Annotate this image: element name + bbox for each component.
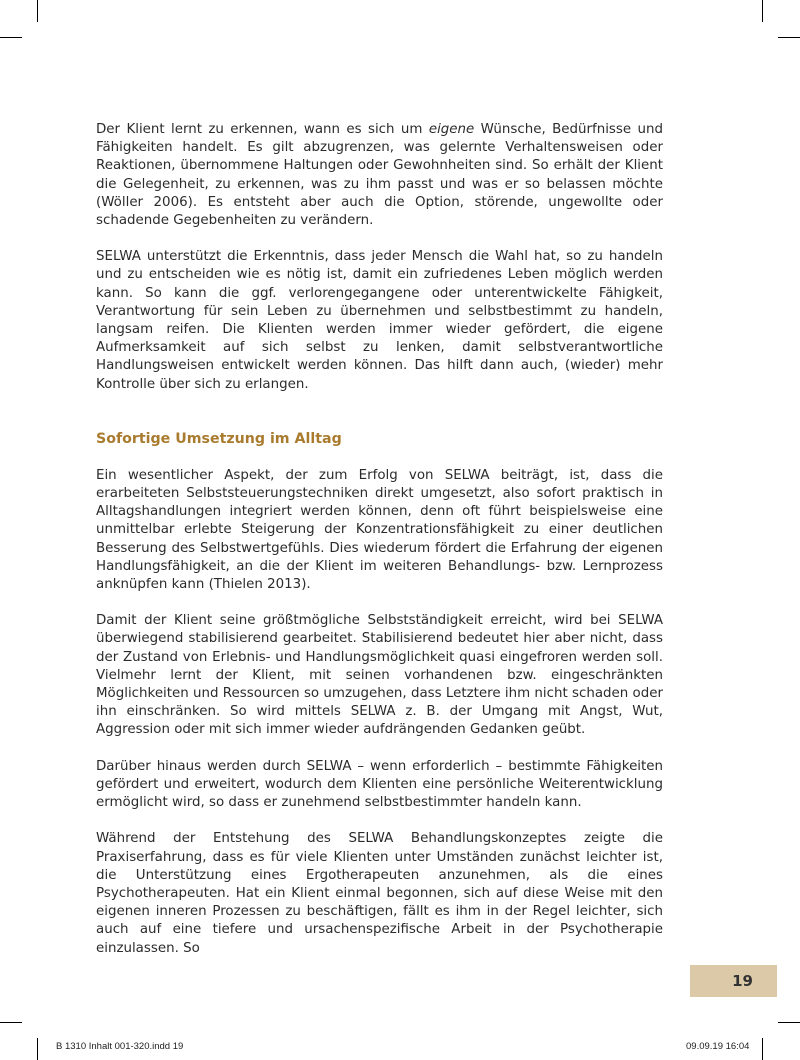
crop-mark (778, 37, 800, 38)
crop-mark (778, 1022, 800, 1023)
crop-mark (0, 1022, 22, 1023)
paragraph: Damit der Klient seine größtmögliche Selbstständigkeit erreicht, wird bei SELWA überwiegend stabilisierend gearbeitet. Stabilisierend bedeutet hier aber nicht, dass der Zustand von Erlebnis- und Handlungsmöglichkeit quasi eingefroren werden soll. Vielmehr lernt der Klient, mit seinen vorhandenen bzw. eingeschränkten Möglichkeiten und Ressourcen so umzugehen, dass Letztere ihm nicht schaden oder ihn einschränken. So wird mittels SELWA z. B. der Umgang mit Angst, Wut, Aggression oder mit sich immer wieder aufdrängenden Gedanken geübt. (96, 613, 663, 738)
paragraph: SELWA unterstützt die Erkenntnis, dass jeder Mensch die Wahl hat, so zu handeln und zu entscheiden wie es nötig ist, damit ein zufriedenes Leben möglich werden kann. So kann die ggf. verlorengegangene oder unterentwickelte Fähigkeit, Verantwortung für sein Leben zu übernehmen und selbstbestimmt zu handeln, langsam reifen. Die Klienten werden immer wieder gefördert, die eigene Aufmerksamkeit auf sich selbst zu lenken, damit selbstverantwortliche Handlungsweisen entwickelt werden können. Das hilft dann auch, (wieder) mehr Kontrolle über sich zu erlangen. (96, 249, 663, 392)
paragraph: Während der Entstehung des SELWA Behandlungskonzeptes zeigte die Praxiserfahrung, dass es für viele Klienten unter Umständen zunächst leichter ist, die Unterstützung eines Ergotherapeuten anzunehmen, als die eines Psychotherapeuten. Hat ein Klient einmal begonnen, sich auf diese Weise mit den eigenen inneren Prozessen zu beschäftigen, fällt es ihm in der Regel leichter, sich auch auf eine tiefere und ursachenspezifische Arbeit in der Psychotherapie einzulassen. So (96, 831, 663, 956)
page-number-box (690, 965, 777, 997)
paragraph: Ein wesentlicher Aspekt, der zum Erfolg von SELWA beiträgt, ist, dass die erarbeiteten Selbststeuerungstechniken direkt umgesetzt, also sofort praktisch in Alltagshandlungen integriert werden können, denn oft führt beispielsweise eine unmittelbar erlebte Steigerung der Konzentrationsfähigkeit zu einer deutlichen Besserung des Selbstwertgefühls. Dies wiederum fördert die Erfahrung der eigenen Handlungsfähigkeit, an die der Klient im weiteren Behandlungs- bzw. Lernprozess anknüpfen kann (Thielen 2013). (96, 467, 663, 593)
crop-mark (37, 0, 38, 22)
crop-mark (762, 1038, 763, 1060)
footer-timestamp: 09.09.19 16:04 (686, 1041, 750, 1052)
page-number: 19 (732, 972, 753, 990)
page-body (96, 121, 663, 976)
crop-mark (37, 1038, 38, 1060)
paragraph: Der Klient lernt zu erkennen, wann es sich um eigene Wünsche, Bedürfnisse und Fähigkeiten handelt. Es gilt abzugrenzen, was gelernte Verhaltensweisen oder Reaktionen, übernommene Haltungen oder Gewohnheiten sind. So erhält der Klient die Gelegenheit, zu erkennen, was zu ihm passt und was er so belassen möchte (Wöller 2006). Es entsteht aber auch die Option, störende, ungewollte oder schadende Gegebenheiten zu verändern. (96, 122, 663, 229)
crop-mark (762, 0, 763, 22)
emphasis: eigene (428, 122, 475, 137)
section-heading: Sofortige Umsetzung im Alltag (96, 430, 342, 447)
footer-file-info: B 1310 Inhalt 001-320.indd 19 (56, 1041, 184, 1052)
crop-mark (0, 37, 22, 38)
paragraph: Darüber hinaus werden durch SELWA – wenn erforderlich – bestimmte Fähigkeiten gefördert und erweitert, wodurch dem Klienten eine persönliche Weiterentwicklung ermöglicht wird, so dass er zunehmend selbstbestimmter handeln kann. (96, 758, 663, 811)
